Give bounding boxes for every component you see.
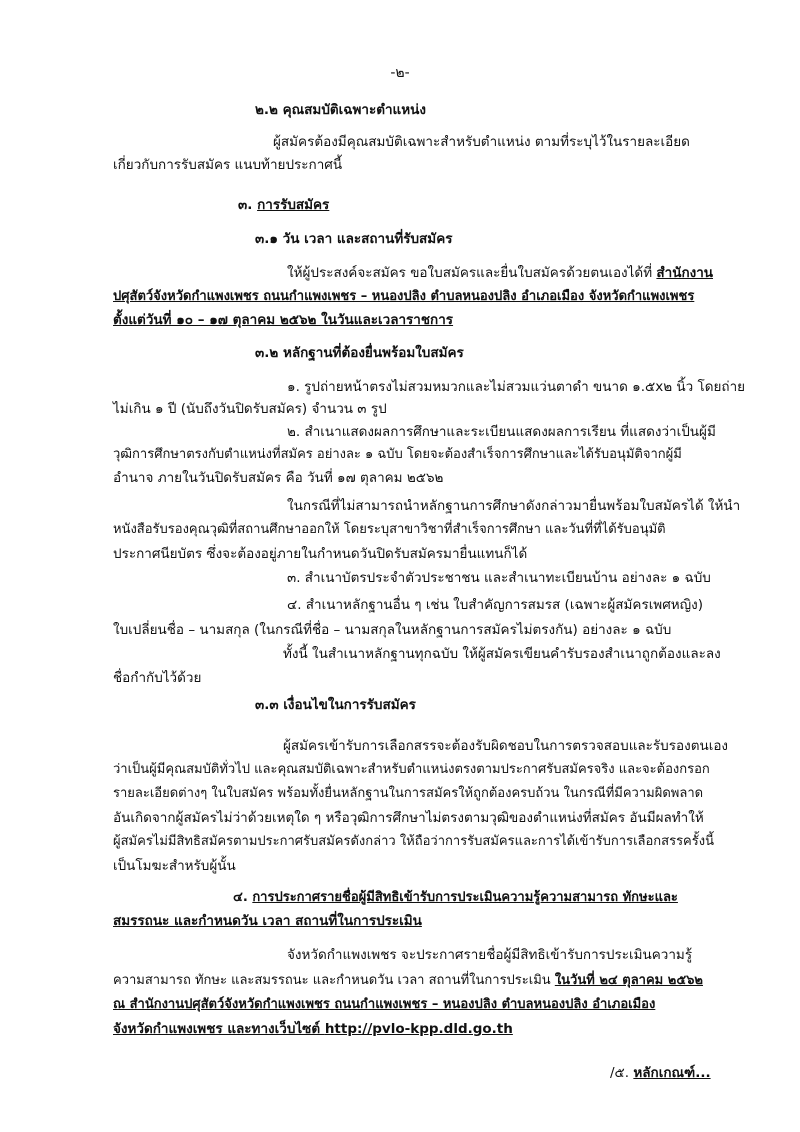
s32-item-2-line-1: ๒. สำเนาแสดงผลการศึกษาและระเบียนแสดงผลการเรียน ที่แสดงว่าเป็นผู้มี	[287, 424, 716, 440]
s32-item-3: ๓. สำเนาบัตรประจำตัวประชาชน และสำเนาทะเบียนบ้าน อย่างละ ๑ ฉบับ	[287, 570, 711, 586]
section-4-number: ๔.	[233, 890, 248, 905]
continuation-text: หลักเกณฑ์...	[633, 1065, 711, 1081]
s4-line-2-text: ความสามารถ ทักษะ และสมรรถนะ และกำหนดวัน เวลา สถานที่ในการประเมิน	[113, 973, 555, 988]
section-4-heading-line-2: สมรรถนะ และกำหนดวัน เวลา สถานที่ในการประเมิน	[113, 913, 422, 929]
section-3-1-heading: ๓.๑ วัน เวลา และสถานที่รับสมัคร	[255, 231, 453, 247]
s31-address: ปศุสัตว์จังหวัดกำแพงเพชร ถนนกำแพงเพชร – หนองปลิง ตำบลหนองปลิง อำเภอเมือง จังหวัดกำแพงเพชร	[113, 289, 695, 304]
s32-note-line-1: ในกรณีที่ไม่สามารถนำหลักฐานการศึกษาดังกล่าวมายื่นพร้อมใบสมัครได้ ให้นำ	[287, 498, 741, 514]
s33-line-4: อันเกิดจากผู้สมัครไม่ว่าด้วยเหตุใด ๆ หรือวุฒิการศึกษาไม่ตรงตามวุฒิของตำแหน่งที่สมัคร อันมีผลทำให้	[113, 810, 704, 826]
s32-footnote-line-1: ทั้งนี้ ในสำเนาหลักฐานทุกฉบับ ให้ผู้สมัครเขียนคำรับรองสำเนาถูกต้องและลง	[283, 646, 721, 662]
s4-website-link[interactable]: http://pvlo-kpp.dld.go.th	[324, 1021, 513, 1037]
page-number: -๒-	[390, 65, 410, 81]
continuation-prefix: /๕.	[610, 1065, 634, 1081]
section-3-heading	[238, 196, 329, 214]
s32-item-4-line-2: ใบเปลี่ยนชื่อ – นามสกุล (ในกรณีที่ชื่อ – นามสกุลในหลักฐานการสมัครไม่ตรงกัน) อย่างละ ๑ ฉบับ	[113, 622, 672, 638]
s31-dates: ตั้งแต่วันที่ ๑๐ – ๑๗ ตุลาคม ๒๕๖๒ ในวันและเวลาราชการ	[113, 312, 454, 328]
s33-line-3: รายละเอียดต่างๆ ในใบสมัคร พร้อมทั้งยื่นหลักฐานในการสมัครให้ถูกต้องครบถ้วน ในกรณีที่มีความผิดพลาด	[113, 786, 704, 801]
section-3-number: ๓.	[238, 197, 253, 213]
section-3-2-heading: ๓.๒ หลักฐานที่ต้องยื่นพร้อมใบสมัคร	[255, 345, 464, 361]
s32-footnote-line-2: ชื่อกำกับไว้ด้วย	[113, 670, 202, 686]
section-4-heading-line-1	[233, 889, 678, 907]
s32-note-line-3: ประกาศนียบัตร ซึ่งจะต้องอยู่ภายในกำหนดวันปิดรับสมัครมายื่นแทนก็ได้	[113, 546, 528, 562]
s33-line-1: ผู้สมัครเข้ารับการเลือกสรรจะต้องรับผิดชอบในการตรวจสอบและรับรองตนเอง	[283, 738, 729, 754]
section-3-3-heading: ๓.๓ เงื่อนไขในการรับสมัคร	[255, 697, 416, 713]
s33-line-2: ว่าเป็นผู้มีคุณสมบัติทั่วไป และคุณสมบัติเฉพาะสำหรับตำแหน่งตรงตามประกาศรับสมัครจริง และจะต้องกรอก	[113, 762, 710, 777]
section-2-2-heading: ๒.๒ คุณสมบัติเฉพาะตำแหน่ง	[255, 102, 426, 118]
s31-line-1	[287, 264, 713, 282]
s33-line-5: ผู้สมัครไม่มีสิทธิสมัครตามประกาศรับสมัครดังกล่าว ให้ถือว่าการรับสมัครและการได้เข้ารับการเลือกสรรครั้งนี้	[113, 834, 714, 849]
s4-announce-date: ในวันที่ ๒๔ ตุลาคม ๒๕๖๒	[554, 973, 703, 988]
s22-line-1: ผู้สมัครต้องมีคุณสมบัติเฉพาะสำหรับตำแหน่ง ตามที่ระบุไว้ในรายละเอียด	[273, 134, 690, 150]
s4-line-1: จังหวัดกำแพงเพชร จะประกาศรายชื่อผู้มีสิทธิเข้ารับการประเมินความรู้	[287, 947, 693, 963]
s22-line-2: เกี่ยวกับการรับสมัคร แนบท้ายประกาศนี้	[113, 157, 343, 173]
page-continuation	[610, 1064, 711, 1082]
s4-line-2	[113, 972, 703, 990]
s31-office-name: สำนักงาน	[656, 265, 714, 281]
s32-item-4-line-1: ๔. สำเนาหลักฐานอื่น ๆ เช่น ใบสำคัญการสมรส (เฉพาะผู้สมัครเพศหญิง)	[287, 597, 704, 613]
s4-line-4	[113, 1020, 513, 1038]
s32-item-1-line-2: ไม่เกิน ๑ ปี (นับถึงวันปิดรับสมัคร) จำนวน ๓ รูป	[113, 401, 387, 417]
s32-note-line-2: หนังสือรับรองคุณวุฒิที่สถานศึกษาออกให้ โดยระบุสาขาวิชาที่สำเร็จการศึกษา และวันที่ที่ได้รับอนุมัติ	[113, 522, 666, 537]
s4-line-4-text: จังหวัดกำแพงเพชร และทางเว็บไซต์	[113, 1021, 325, 1037]
s33-line-6: เป็นโมฆะสำหรับผู้นั้น	[113, 858, 236, 874]
section-4-title-1: การประกาศรายชื่อผู้มีสิทธิเข้ารับการประเมินความรู้ความสามารถ ทักษะและ	[252, 890, 678, 905]
section-3-title: การรับสมัคร	[257, 197, 330, 213]
s32-item-2-line-3: อำนาจ ภายในวันปิดรับสมัคร คือ วันที่ ๑๗ ตุลาคม ๒๕๖๒	[113, 470, 444, 486]
s32-item-1-line-1: ๑. รูปถ่ายหน้าตรงไม่สวมหมวกและไม่สวมแว่นตาดำ ขนาด ๑.๕x๒ นิ้ว โดยถ่าย	[287, 379, 746, 395]
s32-item-2-line-2: วุฒิการศึกษาตรงกับตำแหน่งที่สมัคร อย่างละ ๑ ฉบับ โดยจะต้องสำเร็จการศึกษาและได้รับอนุมัติจากผู้มี	[113, 447, 682, 462]
s4-location: ณ สำนักงานปศุสัตว์จังหวัดกำแพงเพชร ถนนกำแพงเพชร – หนองปลิง ตำบลหนองปลิง อำเภอเมือง	[113, 997, 656, 1012]
s31-line-1-text: ให้ผู้ประสงค์จะสมัคร ขอใบสมัครและยื่นใบสมัครด้วยตนเองได้ที่	[287, 265, 657, 281]
